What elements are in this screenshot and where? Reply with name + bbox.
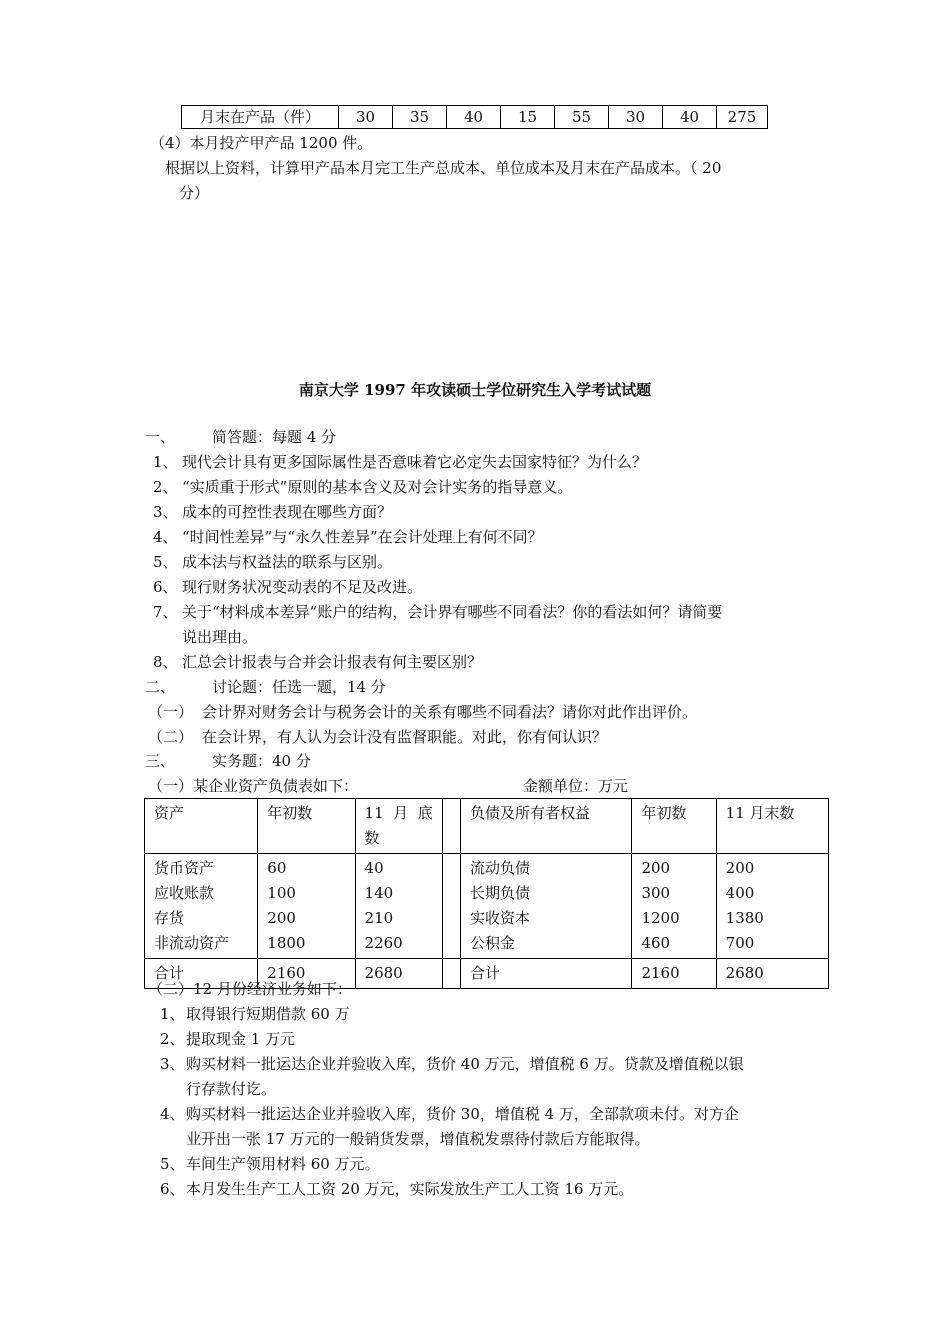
exam-title: 南京大学 1997 年攻读硕士学位研究生入学考试试题 <box>298 381 652 399</box>
business-text: 购买材料一批运达企业并验收入库，货价 40 万元，增值税 6 万。贷款及增值税以银 <box>186 1055 744 1073</box>
question-text: “时间性差异”与“永久性差异”在会计处理上有何不同？ <box>182 528 543 546</box>
cell-line: 400 <box>725 884 755 902</box>
cell-line: 200 <box>641 859 671 877</box>
cell-line: 200 <box>725 859 755 877</box>
cell-line: 非流动资产 <box>154 934 230 952</box>
unit-label: 金额单位：万元 <box>523 777 629 795</box>
table-header-row <box>145 799 829 854</box>
section-heading: 讨论题：任选一题，14 分 <box>212 678 386 696</box>
cell-line: 货币资产 <box>154 859 215 877</box>
cell-line: 存货 <box>154 909 185 927</box>
item-number: 5、 <box>160 1155 185 1173</box>
liability-names <box>460 854 631 959</box>
table-cell: 35 <box>393 106 447 129</box>
column-header: 负债及所有者权益 <box>460 799 631 854</box>
requirement-text-cont: 分） <box>179 184 210 202</box>
total-value: 2160 <box>632 959 716 989</box>
item-number: 5、 <box>153 553 178 571</box>
cell-line: 流动负债 <box>469 859 530 877</box>
question-text: “实质重于形式”原则的基本含义及对会计实务的指导意义。 <box>182 478 573 496</box>
item-number: （二） <box>148 728 194 746</box>
cell-line: 1200 <box>641 909 680 927</box>
question-text: 在会计界，有人认为会计没有监督职能。对此，你有何认识？ <box>202 728 608 746</box>
column-header: 年初数 <box>258 799 355 854</box>
business-text-cont: 业开出一张 17 万元的一般销货发票，增值税发票待付款后方能取得。 <box>186 1130 650 1148</box>
item-number: 3、 <box>160 1055 185 1073</box>
section-number: 二、 <box>145 678 176 696</box>
item-number: 4、 <box>153 528 178 546</box>
cell-line: 200 <box>267 909 296 927</box>
table-cell: 40 <box>663 106 717 129</box>
total-label: 合计 <box>460 959 631 989</box>
item-number: 2、 <box>153 478 178 496</box>
business-text: 取得银行短期借款 60 万 <box>186 1005 350 1023</box>
item-number: （一） <box>148 703 194 721</box>
cell-line: 1380 <box>725 909 764 927</box>
sub-caption: （二）12 月份经济业务如下： <box>148 980 352 998</box>
asset-names <box>145 854 258 959</box>
production-table <box>181 105 768 129</box>
item-number: 8、 <box>153 653 178 671</box>
cell-line: 300 <box>641 884 671 902</box>
question-text: 现行财务状况变动表的不足及改进。 <box>182 578 423 596</box>
question-text: 现代会计具有更多国际属性是否意味着它必定失去国家特征？为什么？ <box>182 453 648 471</box>
item-number: 7、 <box>153 603 178 621</box>
liability-begin-values <box>632 854 716 959</box>
section-number: 一、 <box>145 428 176 446</box>
business-text: 提取现金 1 万元 <box>186 1030 296 1048</box>
item-4-text: （4）本月投产甲产品 1200 件。 <box>150 134 373 152</box>
table-cell: 275 <box>717 106 768 129</box>
question-text: 成本法与权益法的联系与区别。 <box>182 553 393 571</box>
asset-begin-values <box>258 854 355 959</box>
section-number: 三、 <box>145 752 176 770</box>
section-heading: 实务题：40 分 <box>212 752 311 770</box>
total-label: 合计 <box>145 959 258 989</box>
table-row <box>145 854 829 959</box>
liability-end-values <box>716 854 828 959</box>
cell-line: 实收资本 <box>469 909 530 927</box>
item-number: 2、 <box>160 1030 185 1048</box>
column-header <box>355 799 442 854</box>
cell-line: 40 <box>364 859 384 877</box>
divider-cell <box>442 854 460 959</box>
table-cell: 55 <box>555 106 609 129</box>
divider-cell <box>442 799 460 854</box>
total-value: 2160 <box>258 959 355 989</box>
cell-line: 公积金 <box>469 934 515 952</box>
question-text: 会计界对财务会计与税务会计的关系有哪些不同看法？请你对此作出评价。 <box>202 703 698 721</box>
business-text: 车间生产领用材料 60 万元。 <box>186 1155 380 1173</box>
cell-line: 应收账款 <box>154 884 215 902</box>
column-header: 年初数 <box>632 799 716 854</box>
item-number: 1、 <box>160 1005 185 1023</box>
item-number: 4、 <box>160 1105 185 1123</box>
cell-line: 700 <box>725 934 755 952</box>
table-cell: 30 <box>609 106 663 129</box>
question-text: 汇总会计报表与合并会计报表有何主要区别？ <box>182 653 483 671</box>
cell-line: 长期负债 <box>469 884 530 902</box>
cell-line: 460 <box>641 934 671 952</box>
cell-line: 210 <box>364 909 394 927</box>
header-line: 11 月 底 <box>364 804 433 822</box>
table-cell: 30 <box>339 106 393 129</box>
total-value: 2680 <box>355 959 442 989</box>
total-value: 2680 <box>716 959 828 989</box>
item-number: 6、 <box>160 1180 185 1198</box>
business-text-cont: 行存款付讫。 <box>186 1080 277 1098</box>
cell-line: 2260 <box>364 934 403 952</box>
section-heading: 简答题：每题 4 分 <box>212 428 337 446</box>
table-cell: 15 <box>501 106 555 129</box>
row-label: 月末在产品（件） <box>182 106 339 129</box>
asset-end-values <box>355 854 442 959</box>
item-number: 3、 <box>153 503 178 521</box>
header-line: 数 <box>364 829 380 847</box>
divider-cell <box>442 959 460 989</box>
table-row <box>182 106 768 129</box>
cell-line: 1800 <box>267 934 306 952</box>
question-text-cont: 说出理由。 <box>182 628 258 646</box>
cell-line: 140 <box>364 884 394 902</box>
cell-line: 60 <box>267 859 287 877</box>
question-text: 关于“材料成本差异”账户的结构，会计界有哪些不同看法？你的看法如何？请简要 <box>182 603 723 621</box>
table-cell: 40 <box>447 106 501 129</box>
cell-line: 100 <box>267 884 296 902</box>
item-number: 6、 <box>153 578 178 596</box>
requirement-text: 根据以上资料，计算甲产品本月完工生产总成本、单位成本及月末在产品成本。（ 20 <box>165 159 722 177</box>
sub-caption: （一）某企业资产负债表如下： <box>148 777 359 795</box>
column-header: 11 月末数 <box>716 799 828 854</box>
business-text: 购买材料一批运达企业并验收入库，货价 30，增值税 4 万，全部款项未付。对方企 <box>186 1105 739 1123</box>
question-text: 成本的可控性表现在哪些方面？ <box>182 503 393 521</box>
item-number: 1、 <box>153 453 178 471</box>
balance-sheet-table <box>144 798 829 989</box>
business-text: 本月发生生产工人工资 20 万元，实际发放生产工人工资 16 万元。 <box>186 1180 634 1198</box>
column-header: 资产 <box>145 799 258 854</box>
